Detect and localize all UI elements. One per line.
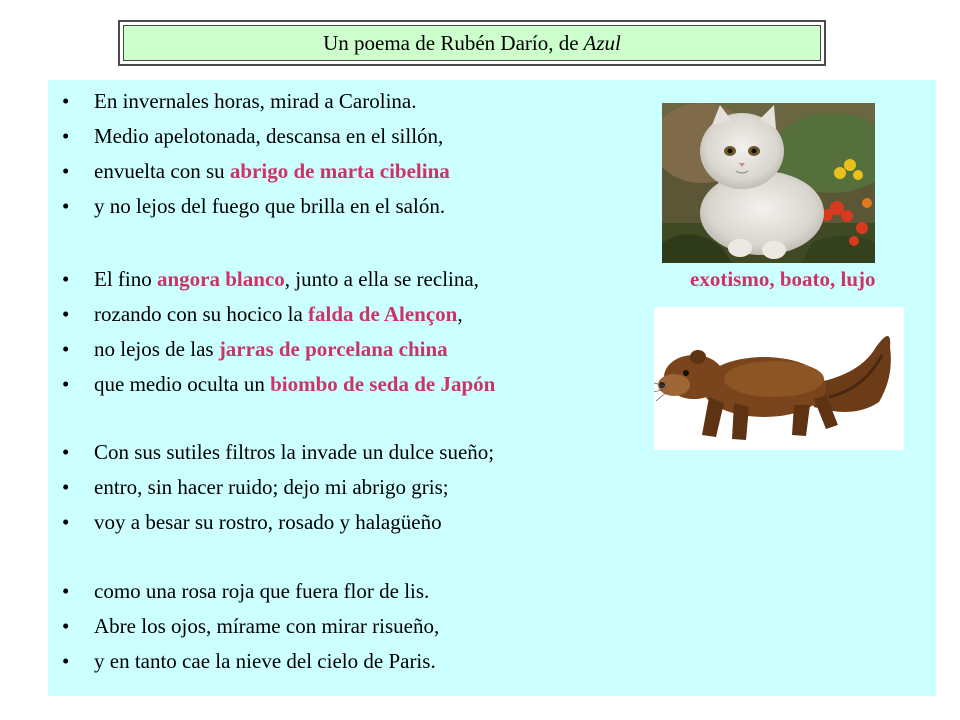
bullet: • <box>62 193 70 218</box>
poem-line <box>62 86 416 116</box>
line-text <box>94 510 442 535</box>
poem-line <box>62 156 450 186</box>
line-segment: y en tanto cae la nieve del cielo de Paris. <box>94 648 436 673</box>
bullet: • <box>62 613 70 638</box>
highlighted-phrase: abrigo de marta cibelina <box>229 158 450 183</box>
line-segment: envuelta con su <box>94 158 230 183</box>
line-text <box>94 649 436 674</box>
poem-line <box>62 472 449 502</box>
line-text <box>94 159 450 184</box>
line-segment: que medio oculta un <box>94 371 271 396</box>
highlighted-phrase: biombo de seda de Japón <box>270 371 496 396</box>
bullet: • <box>62 266 70 291</box>
line-segment: rozando con su hocico la <box>94 301 309 326</box>
line-segment: Abre los ojos, mírame con mirar risueño, <box>94 613 440 638</box>
bullet: • <box>62 371 70 396</box>
line-text <box>94 475 449 500</box>
line-segment: , <box>457 301 463 326</box>
title-italic: Azul <box>583 30 621 55</box>
bullet: • <box>62 474 70 499</box>
line-text <box>94 302 463 327</box>
marten-image <box>654 307 904 450</box>
line-segment: , junto a ella se reclina, <box>284 266 479 291</box>
highlighted-phrase: angora blanco <box>157 266 285 291</box>
line-text <box>94 614 439 639</box>
poem-line <box>62 121 443 151</box>
bullet: • <box>62 439 70 464</box>
highlighted-phrase: jarras de porcelana china <box>218 336 448 361</box>
slide-title <box>123 25 821 61</box>
side-label: exotismo, boato, lujo <box>690 266 876 291</box>
poem-line <box>62 507 442 537</box>
line-segment: El fino <box>94 266 157 291</box>
poem-line <box>62 611 439 641</box>
poem-line <box>62 369 495 399</box>
poem-line <box>62 576 429 606</box>
line-segment: Con sus sutiles filtros la invade un dulce sueño; <box>94 439 495 464</box>
angora-cat-image <box>662 103 875 263</box>
line-segment: como una rosa roja que fuera flor de lis. <box>94 578 430 603</box>
bullet: • <box>62 88 70 113</box>
bullet: • <box>62 648 70 673</box>
bullet: • <box>62 509 70 534</box>
line-segment: Medio apelotonada, descansa en el sillón, <box>94 123 444 148</box>
bullet: • <box>62 301 70 326</box>
line-text <box>94 89 416 114</box>
line-text <box>94 267 479 292</box>
line-text <box>94 194 445 219</box>
bullet: • <box>62 123 70 148</box>
line-text <box>94 372 495 397</box>
line-text <box>94 440 494 465</box>
line-segment: entro, sin hacer ruido; dejo mi abrigo gris; <box>94 474 449 499</box>
line-segment: y no lejos del fuego que brilla en el salón. <box>94 193 446 218</box>
poem-line <box>62 646 436 676</box>
poem-line <box>62 264 479 294</box>
poem-line <box>62 299 463 329</box>
line-text <box>94 337 448 362</box>
poem-line <box>62 191 445 221</box>
line-segment: En invernales horas, mirad a Carolina. <box>94 88 417 113</box>
line-text <box>94 124 443 149</box>
bullet: • <box>62 158 70 183</box>
title-text: Un poema de Rubén Darío, de <box>323 30 579 55</box>
poem-line <box>62 334 448 364</box>
bullet: • <box>62 336 70 361</box>
bullet: • <box>62 578 70 603</box>
line-text <box>94 579 429 604</box>
line-segment: voy a besar su rostro, rosado y halagüeño <box>94 509 442 534</box>
highlighted-phrase: falda de Alençon <box>308 301 458 326</box>
title-box <box>118 20 826 66</box>
line-segment: no lejos de las <box>94 336 219 361</box>
poem-line <box>62 437 494 467</box>
